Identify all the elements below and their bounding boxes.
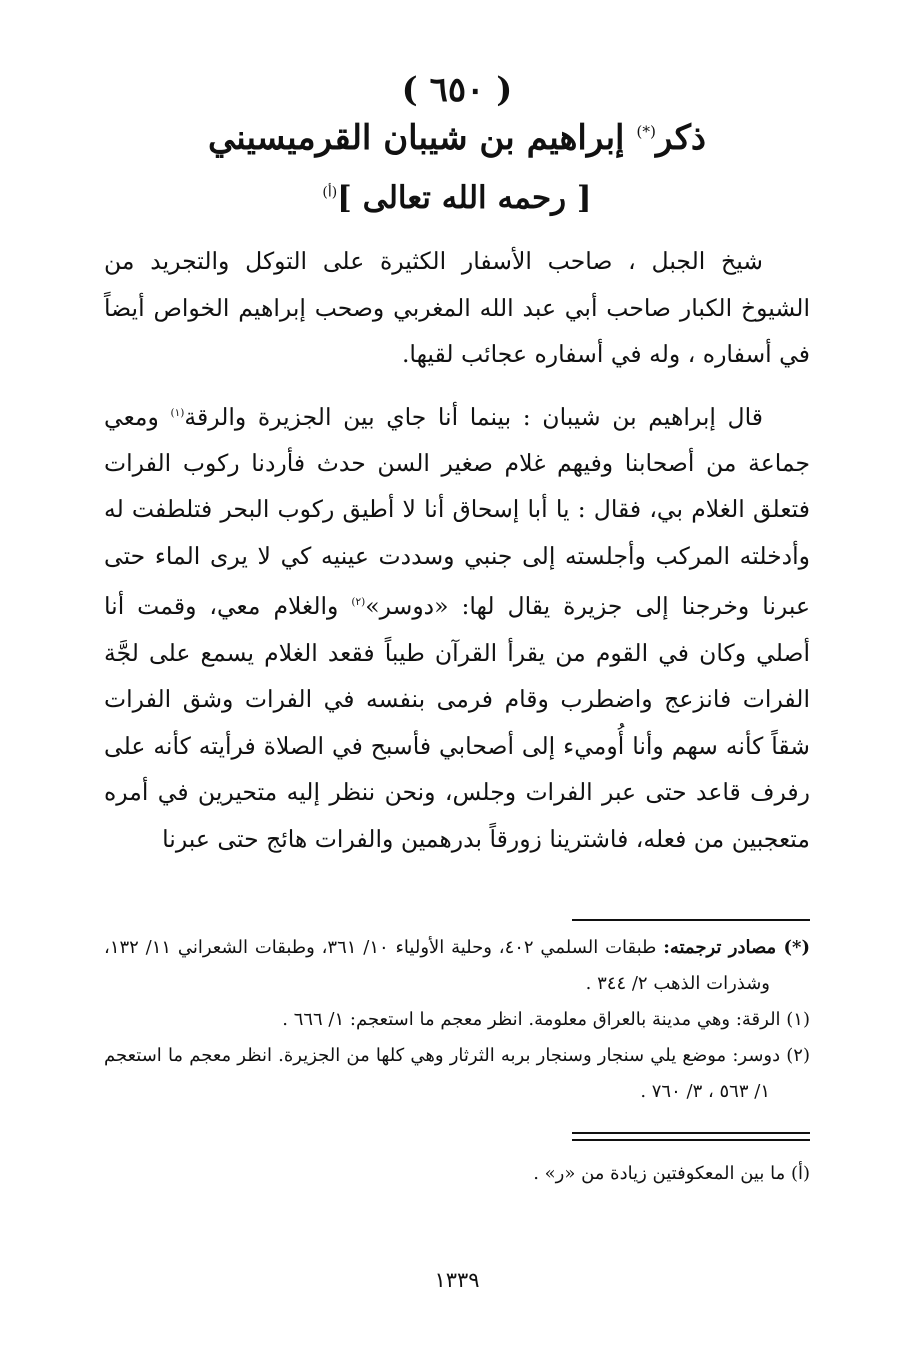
- entry-number: ( ٦٥٠ ): [401, 70, 513, 110]
- footnote-ref-2: (٢): [351, 596, 366, 609]
- story-part-1: قال إبراهيم بن شيبان : بينما أنا جاي بين الجزيرة والرقة: [184, 402, 763, 431]
- story-part-3: والغلام معي، وقمت أنا أصلي وكان في القوم من يقرأ القرآن طيباً فقعد الغلام يسمع على لجَّة الفرات فانزعج واضطرب وقام فرمى بنفسه في الفرات وشق الفرات شقاً كأنه سهم وأنا أُوميء إلى أصحابي فأسبح في الصلاة فرأيته كأنه على رفرف قاعد حتى عبر الفرات وجلس، ونحن ننظر إليه متحيرين في أمره متعجبين من فعله، فاشترينا زورقاً بدرهمين والفرات هائج حتى عبرنا: [104, 592, 810, 853]
- title-prefix: ذكر: [655, 118, 707, 158]
- paragraph-intro: شيخ الجبل ، صاحب الأسفار الكثيرة على التوكل والتجريد من الشيوخ الكبار صاحب أبي عبد الله المغربي وصحب إبراهيم الخواص أيضاً في أسفاره ، وله في أسفاره عجائب لقيها.: [104, 247, 810, 368]
- page-number: ١٣٣٩: [434, 1268, 480, 1292]
- subtitle-footnote-marker: (أ): [322, 184, 338, 201]
- editor-note: (أ) ما بين المعكوفتين زيادة من «ر» .: [533, 1163, 810, 1184]
- entry-subtitle: [0, 180, 914, 216]
- editor-note-divider: [572, 1132, 810, 1141]
- entry-title: [0, 118, 914, 158]
- footnote-divider: [572, 919, 810, 921]
- footnotes: [104, 930, 810, 1110]
- footnote-1: (١) الرقة: وهي مدينة بالعراق معلومة. انظر معجم ما استعجم: ١/ ٦٦٦ .: [282, 1009, 810, 1030]
- footnote-sources-text: طبقات السلمي ٤٠٢، وحلية الأولياء ١٠/ ٣٦١، وطبقات الشعراني ١١/ ١٣٢، وشذرات الذهب ٢/ ٣٤٤ .: [104, 937, 770, 994]
- title-name: إبراهيم بن شيبان القرميسيني: [207, 118, 625, 158]
- title-footnote-marker: (*): [636, 122, 656, 141]
- footnote-sources-label: (*) مصادر ترجمته:: [663, 937, 810, 958]
- paragraph-story: [104, 390, 810, 863]
- subtitle-text: [ رحمه الله تعالى ]: [337, 180, 592, 216]
- story-part-2: ومعي جماعة من أصحابنا وفيهم غلام صغير السن حدث فأردنا ركوب الفرات فتعلق الغلام بي، فقال : يا أبا إسحاق أنا لا أطيق ركوب البحر فتلطفت له وأدخلته المركب وأجلسته إلى جنبي وسددت عينيه كي لا يرى الماء حتى عبرنا وخرجنا إلى جزيرة يقال لها: «دوسر»: [104, 402, 810, 621]
- footnote-sources: [104, 930, 810, 1002]
- body-text: [104, 238, 810, 862]
- footnote-ref-1: (١): [170, 406, 185, 419]
- footnote-2: (٢) دوسر: موضع يلي سنجار وسنجار بربه الثرثار وهي كلها من الجزيرة. انظر معجم ما استعجم ١/ ٥٦٣ ، ٣/ ٧٦٠ .: [104, 1045, 810, 1102]
